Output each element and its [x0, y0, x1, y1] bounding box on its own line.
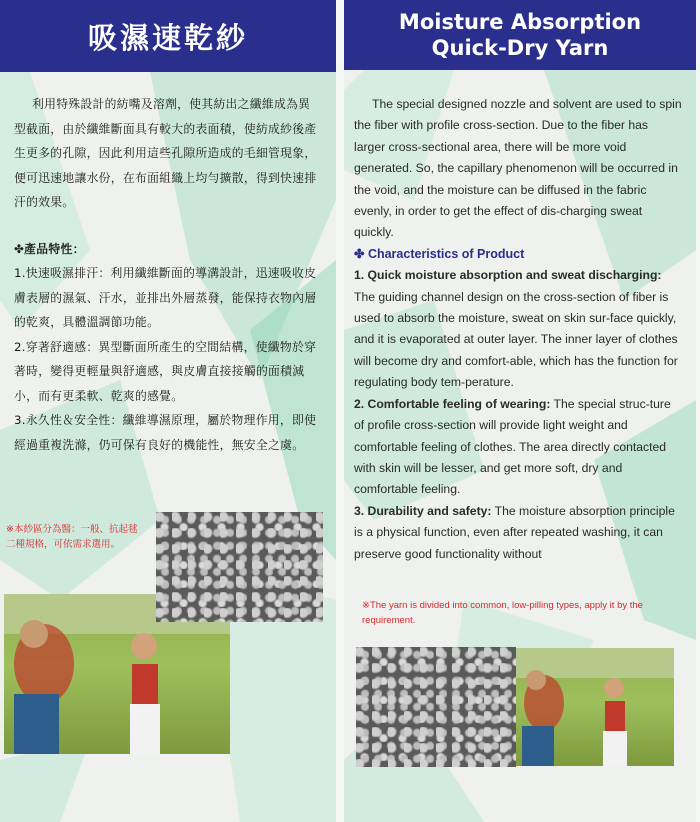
spec-note: ※本紗區分為醫：一般、抗起毬二種規格，可依需求選用。 — [6, 524, 138, 550]
features-heading: ✤ Characteristics of Product — [354, 246, 525, 261]
title-line-2: Quick-Dry Yarn — [431, 36, 609, 60]
feature-item: 3.永久性＆安全性：纖維導濕原理，屬於物理作用，即使經過重複洗滌，仍可保有良好的機能性，無安全之虞。 — [14, 413, 317, 452]
english-content — [344, 70, 696, 565]
feature-title: 1. Quick moisture absorption and sweat discharging: — [354, 268, 662, 283]
feature-item: 2.穿著舒適感：異型斷面所產生的空間結構，使纖物於穿著時，變得更輕量與舒適感，與皮膚直接接觸的面積減小，而有更柔軟、乾爽的感覺。 — [14, 339, 317, 403]
spec-note: ※The yarn is divided into common, low-pilling types, apply it by the requirement. — [362, 600, 643, 626]
feature-title: 3. Durability and safety: — [354, 503, 492, 518]
english-panel — [344, 0, 696, 822]
running-couple-photo — [514, 648, 674, 766]
feature-text: The moisture absorption principle is a physical function, even after repeated washing, it can preserve good functionality without — [354, 503, 675, 561]
feature-text: The guiding channel design on the cross-section of fiber is used to absorb the moisture, sweat on skin sur-face quickly, and it is evaporated at outer layer. The inner layer of clothes will become dry and comfort-able, which has the function for regulating body tem-perature. — [354, 289, 678, 390]
feature-title: 2. Comfortable feeling of wearing: — [354, 396, 551, 411]
intro-paragraph: 利用特殊設計的紡嘴及溶劑，使其紡出之纖維成為異型截面，由於纖維斷面具有較大的表面積，使紡成紗後產生更多的孔隙，因此利用這些孔隙所造成的毛細管現象，便可迅速地讓水份，在布面組織上均勻擴散，得到快速排汗的效果。 — [14, 97, 317, 209]
chinese-content — [0, 72, 336, 457]
page-title: 吸濕速乾紗 — [0, 0, 336, 72]
feature-item — [354, 265, 682, 393]
intro-paragraph: The special designed nozzle and solvent are used to spin the fiber with profile cross-section. Due to the fiber has larger cross-sectional area, there will be more void generated. So, the capillary phenomenon will be occurred in the void, and the moisture can be diffused in the fabric evenly, in order to get the effect of dis-charging sweat quickly. — [354, 97, 682, 240]
page-title — [344, 0, 696, 70]
feature-text: The special struc-ture of profile cross-section will provide light weight and comfortable feeling of clothes. The area directly contacted with skin will be lesser, and get more soft, dry and comfortable feeling. — [354, 396, 671, 497]
feature-item: 1.快速吸濕排汗：利用纖維斷面的導溝設計，迅速吸收皮膚表層的濕氣、汗水，並排出外層蒸發，能保持衣物內層的乾爽，具體溫調節功能。 — [14, 266, 317, 329]
title-line-1: Moisture Absorption — [398, 10, 642, 34]
feature-item — [354, 501, 682, 565]
features-heading: ✤產品特性： — [14, 241, 85, 256]
feature-item — [354, 394, 682, 501]
chinese-panel — [0, 0, 336, 822]
fiber-micrograph-image — [156, 512, 323, 622]
fiber-micrograph-image — [356, 647, 516, 767]
